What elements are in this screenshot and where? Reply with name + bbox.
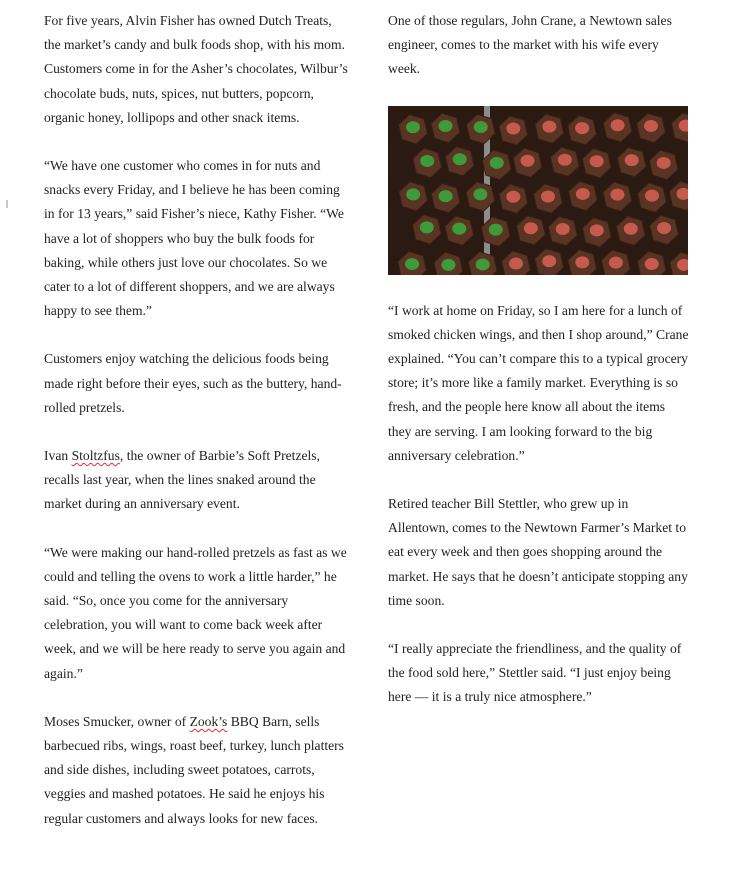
text-run: BBQ Barn, sells barbecued ribs, wings, roast beef, turkey, lunch platters and side dishes, including sweet potatoes, carrots, veggies and mashed potatoes. He said he enjoys his regular customers and always looks for new faces. — [44, 713, 344, 826]
text-run: , the owner of Barbie’s Soft Pretzels, recalls last year, when the lines snaked around the market during an anniversary event. — [44, 448, 320, 512]
left-column — [44, 9, 349, 855]
paragraph: “We were making our hand-rolled pretzels as fast as we could and telling the ovens to work a little harder,” he said. “So, once you come for the anniversary celebration, you will want to come back week after week, and we will be here ready to serve you again and again.” — [44, 544, 347, 681]
text-run: Moses Smucker, owner of — [44, 713, 190, 729]
paragraph: For five years, Alvin Fisher has owned Dutch Treats, the market’s candy and bulk foods shop, with his mom. Customers come in for the Asher’s chocolates, Wilbur’s chocolate buds, nuts, spices, nut butters, popcorn, organic honey, lollipops and other snack items. — [44, 13, 348, 125]
spellcheck-word: Zook’s — [189, 713, 228, 729]
chocolates-photo-svg — [388, 106, 688, 275]
paragraph: “I work at home on Friday, so I am here for a lunch of smoked chicken wings, and then I shop around,” Crane explained. “You can’t compare this to a typical grocery store; it’s more like a family market. Everything is so fresh, and the people here know all about the items they are serving. I am looking forward to the big anniversary celebration.” — [388, 302, 689, 463]
paragraph — [44, 444, 349, 517]
paragraph: Customers enjoy watching the delicious foods being made right before their eyes, such as the buttery, hand-rolled pretzels. — [44, 351, 342, 415]
paragraph: Retired teacher Bill Stettler, who grew up in Allentown, comes to the Newtown Farmer’s Market to eat every week and then goes shopping around the market. He says that he doesn’t anticipate stopping any time soon. — [388, 496, 688, 608]
margin-mark — [6, 200, 8, 208]
paragraph: “We have one customer who comes in for nuts and snacks every Friday, and I believe he has been coming in for 13 years,” said Fisher’s niece, Kathy Fisher. “We have a lot of shoppers who buy the bulk foods for baking, while others just love our chocolates. So we cater to a lot of different shoppers, and we are always happy to see them.” — [44, 158, 344, 319]
spellcheck-word: Stoltzfus — [71, 448, 120, 464]
text-run: Ivan — [44, 448, 72, 464]
paragraph: “I really appreciate the friendliness, and the quality of the food sold here,” Stettler said. “I just enjoy being here — it is a truly nice atmosphere.” — [388, 641, 682, 705]
paragraph: One of those regulars, John Crane, a Newtown sales engineer, comes to the market with his wife every week. — [388, 13, 672, 77]
right-column — [388, 9, 690, 734]
chocolates-photo — [388, 106, 688, 275]
paragraph — [44, 710, 349, 831]
